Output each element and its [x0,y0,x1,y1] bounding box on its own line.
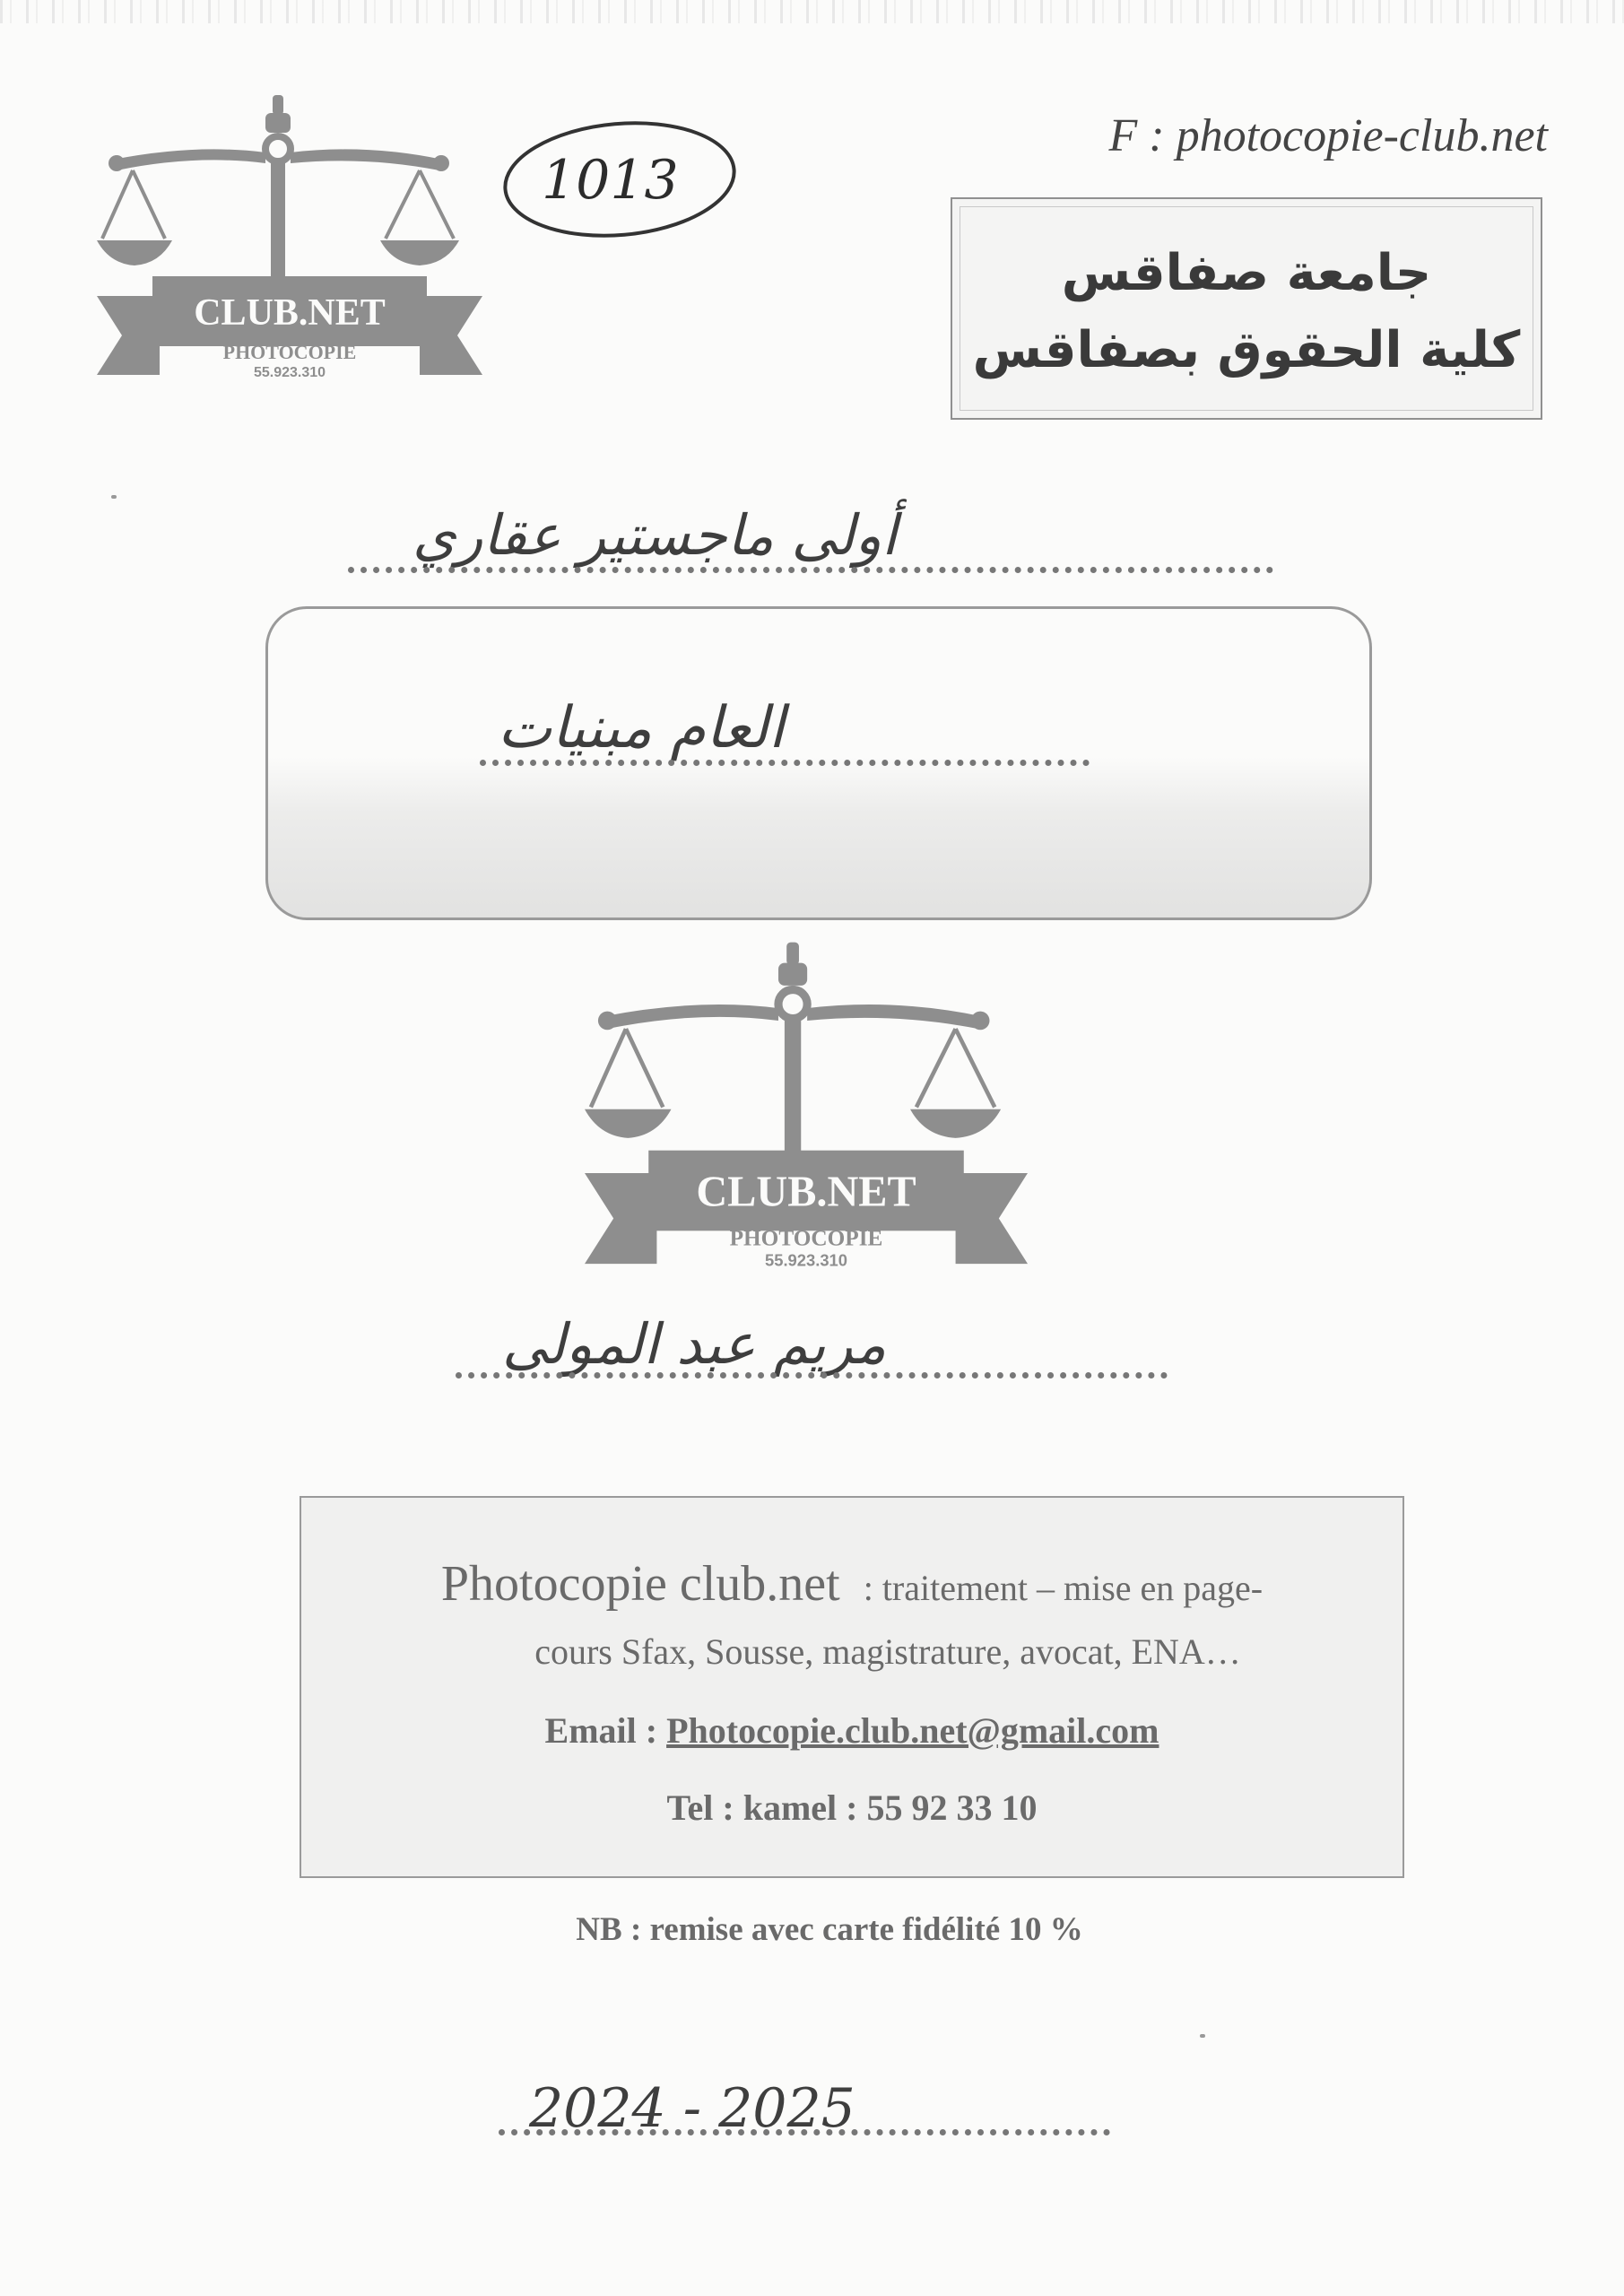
logo-brand-text: CLUB.NET [194,292,386,334]
facebook-page-text: F : photocopie-club.net [1108,110,1548,161]
logo-brand-text: CLUB.NET [696,1168,916,1216]
student-name-handwritten: مريم عبد المولى [502,1311,887,1377]
university-name: جامعة صفاقس [1061,244,1432,302]
phone-line: Tel : kamel : 55 92 33 10 [666,1787,1038,1828]
email-label: Email : [544,1710,658,1751]
brand-name: Photocopie club.net [440,1556,840,1612]
year-dotted-line [499,2129,1110,2135]
university-box [951,197,1542,420]
student-dotted-line [456,1372,1168,1378]
logo-phone-text: 55.923.310 [765,1250,847,1270]
file-number-text: 1013 [542,149,679,212]
email-line [301,1709,1403,1752]
level-dotted-line [348,567,1273,573]
academic-year-handwritten: 2024 - 2025 [529,2077,855,2140]
faculty-name: كلية الحقوق بصفاقس [972,321,1521,379]
scan-edge-noise [0,0,1624,23]
logo-tagline-text: PHOTOCOPIE [222,341,357,363]
file-number-stamp [499,115,741,244]
scan-speck [1200,2034,1205,2038]
logo-phone-text: 55.923.310 [253,365,326,380]
contact-info-box [300,1496,1404,1878]
services-text-1: : traitement – mise en page- [863,1568,1264,1608]
scales-logo-center [585,929,1028,1279]
scan-speck [111,495,117,499]
loyalty-note: NB : remise avec carte fidélité 10 % [576,1911,1083,1948]
services-line-1 [301,1555,1403,1613]
logo-tagline-text: PHOTOCOPIE [729,1225,883,1251]
services-line-2: cours Sfax, Sousse, magistrature, avocat, ENA… [534,1631,1241,1672]
subject-handwritten: العام مبنيات [498,695,785,761]
subject-box [265,606,1372,920]
level-handwritten: أولى ماجستير عقاري [413,502,898,568]
subject-dotted-line [480,760,1090,766]
scales-logo-top [97,88,482,384]
email-link[interactable]: Photocopie.club.net@gmail.com [666,1710,1159,1751]
